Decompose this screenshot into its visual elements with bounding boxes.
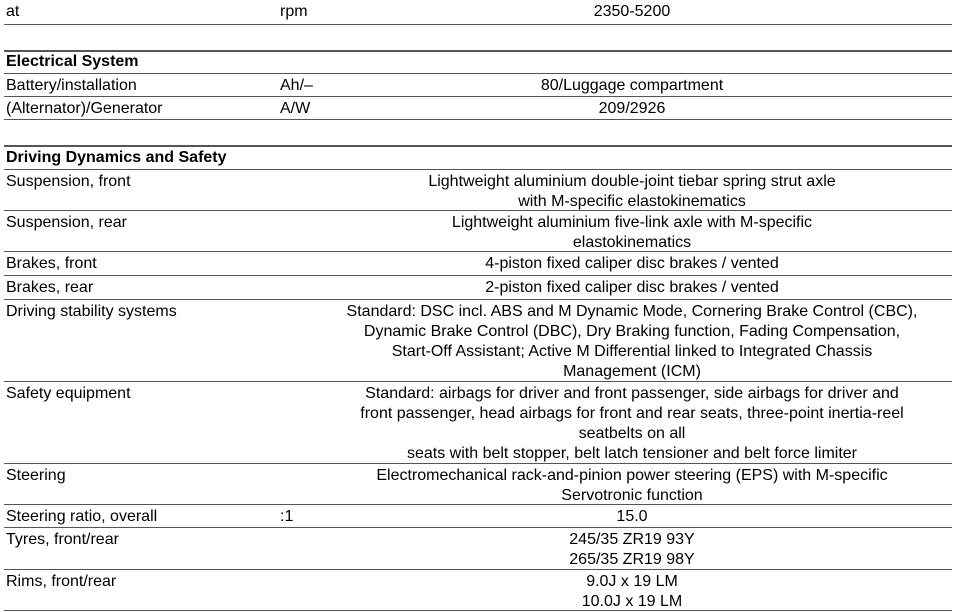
spec-label: Suspension, rear <box>6 214 127 231</box>
spec-table <box>4 0 952 611</box>
spec-row-rims <box>4 570 952 611</box>
spec-value: 209/2926 <box>598 100 666 117</box>
spec-row-stability <box>4 300 952 382</box>
spec-value: Standard: DSC incl. ABS and M Dynamic Mode, Cornering Brake Control (CBC), Dynamic Brake Control (DBC), Dry Braking function, Fading Compensation, Start-Off Assistant; Active M Differential linked to Integrated Chassis Management (ICM) <box>346 303 918 380</box>
spec-value: 15.0 <box>616 508 648 525</box>
spec-label: Battery/installation <box>6 77 137 94</box>
spec-label: Steering ratio, overall <box>6 508 158 525</box>
spec-label: Tyres, front/rear <box>6 531 119 548</box>
spec-row-safety <box>4 382 952 464</box>
spec-label: Suspension, front <box>6 173 131 190</box>
spec-label: (Alternator)/Generator <box>6 100 163 117</box>
spec-value: Lightweight aluminium double-joint tiebar spring strut axle with M-specific elastokinematics <box>428 173 836 210</box>
spec-value: 80/Luggage compartment <box>540 77 724 94</box>
spec-value: Lightweight aluminium five-link axle with M-specific elastokinematics <box>451 214 813 251</box>
spec-row-steering-ratio <box>4 505 952 528</box>
spec-label: Rims, front/rear <box>6 573 117 590</box>
spec-label: Driving stability systems <box>6 303 177 320</box>
spec-value: 2350-5200 <box>593 3 671 20</box>
spec-unit: rpm <box>280 3 308 20</box>
spec-label: Brakes, front <box>6 255 97 272</box>
spec-value: 2-piston fixed caliper disc brakes / vented <box>485 279 779 296</box>
spec-label: Steering <box>6 467 66 484</box>
section-title: Electrical System <box>6 53 139 70</box>
spec-row-battery <box>4 74 952 97</box>
section-gap <box>4 25 952 52</box>
spec-unit: A/W <box>280 100 311 117</box>
spec-unit: Ah/– <box>280 77 313 94</box>
section-gap <box>4 120 952 147</box>
section-header-dynamics <box>4 147 952 170</box>
spec-row-brakes-rear <box>4 276 952 300</box>
spec-label: Brakes, rear <box>6 279 94 296</box>
spec-row-generator <box>4 97 952 120</box>
spec-row-suspension-front <box>4 170 952 211</box>
section-header-electrical <box>4 52 952 74</box>
spec-label: at <box>6 3 20 20</box>
section-title: Driving Dynamics and Safety <box>6 149 227 166</box>
spec-value: 4-piston fixed caliper disc brakes / vented <box>485 255 779 272</box>
spec-value: Standard: airbags for driver and front passenger, side airbags for driver and front passenger, head airbags for front and rear seats, three-point inertia-reel seatbelts on all seats with belt stopper, belt latch tensioner and belt force limiter <box>360 385 904 462</box>
spec-label: Safety equipment <box>6 385 131 402</box>
spec-row-tyres <box>4 528 952 570</box>
spec-value: 9.0J x 19 LM 10.0J x 19 LM <box>581 573 683 610</box>
spec-row-at <box>4 0 952 25</box>
spec-value: 245/35 ZR19 93Y 265/35 ZR19 98Y <box>569 531 695 568</box>
spec-row-brakes-front <box>4 252 952 276</box>
spec-value: Electromechanical rack-and-pinion power steering (EPS) with M-specific Servotronic function <box>376 467 888 504</box>
spec-row-suspension-rear <box>4 211 952 252</box>
spec-row-steering <box>4 464 952 505</box>
spec-unit: :1 <box>280 508 294 525</box>
